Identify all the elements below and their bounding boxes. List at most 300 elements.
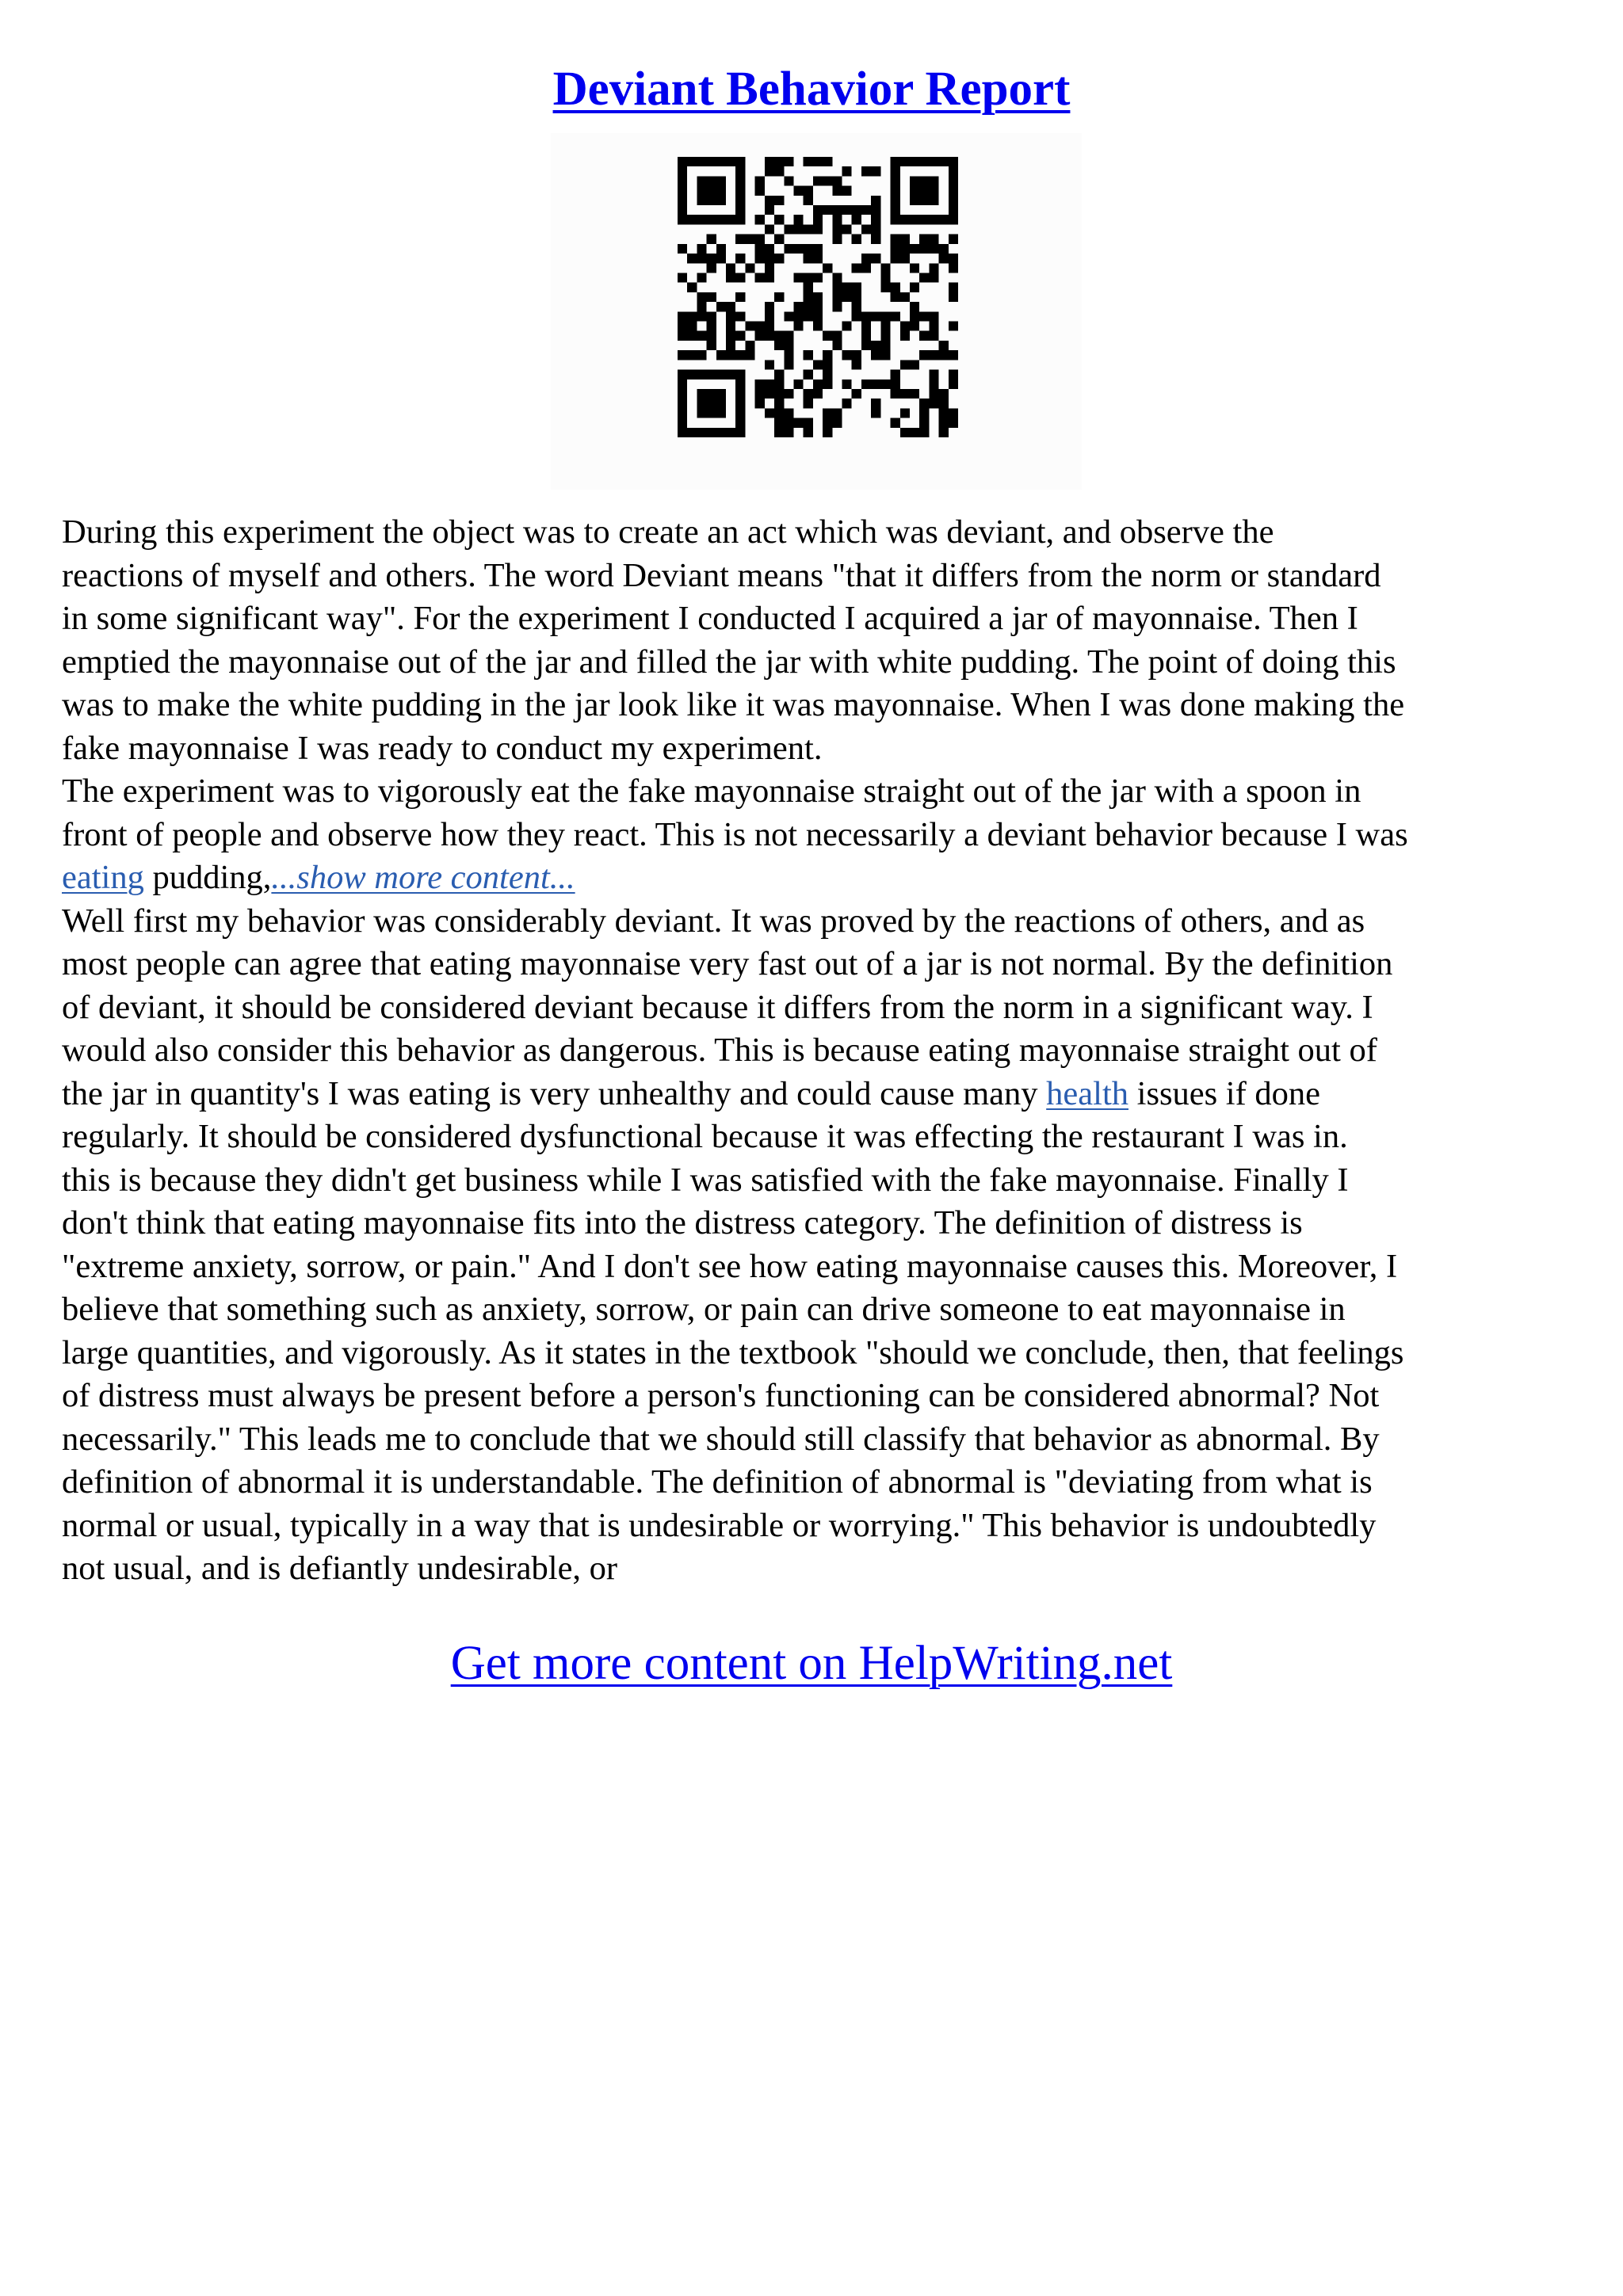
qr-module [949, 176, 958, 185]
paragraph-line: fake mayonnaise I was ready to conduct my experiment. [62, 729, 823, 767]
qr-module [823, 157, 832, 166]
qr-module [804, 350, 813, 360]
paragraph-line: large quantities, and vigorously. As it states in the textbook "should we conclude, then, that feelings [62, 1333, 1404, 1371]
qr-module [793, 322, 803, 331]
qr-module [891, 379, 900, 389]
qr-module [726, 331, 735, 341]
qr-module [707, 196, 716, 205]
qr-module [842, 205, 852, 215]
qr-module [949, 215, 958, 224]
qr-module [697, 350, 706, 360]
qr-module [813, 311, 823, 321]
qr-module [784, 224, 793, 234]
qr-module [929, 370, 938, 379]
qr-module [793, 418, 803, 428]
qr-module [900, 389, 910, 399]
qr-module [880, 322, 890, 331]
paragraph-3 [62, 900, 1568, 1591]
qr-module [678, 196, 687, 205]
qr-module [842, 292, 852, 302]
qr-module [891, 283, 900, 292]
qr-module [910, 302, 919, 311]
qr-module [919, 418, 929, 428]
qr-module [813, 254, 823, 263]
health-link[interactable]: health [1046, 1074, 1129, 1112]
qr-module [697, 273, 706, 282]
qr-module [697, 186, 706, 196]
qr-module [765, 263, 774, 273]
qr-module [765, 273, 774, 282]
qr-module [813, 302, 823, 311]
qr-module [697, 331, 706, 341]
qr-module [726, 157, 735, 166]
qr-module [832, 331, 842, 341]
qr-module [755, 235, 765, 244]
qr-module [678, 186, 687, 196]
qr-module [735, 399, 745, 408]
qr-module [745, 263, 754, 273]
qr-module [784, 341, 793, 350]
qr-module [949, 196, 958, 205]
qr-module [745, 235, 754, 244]
qr-module [784, 408, 793, 418]
qr-module [939, 389, 949, 399]
qr-module [871, 224, 880, 234]
qr-module [832, 418, 842, 428]
qr-module [765, 408, 774, 418]
qr-module [919, 235, 929, 244]
qr-module [861, 166, 871, 176]
qr-module [755, 273, 765, 282]
qr-module [929, 331, 938, 341]
qr-module [891, 196, 900, 205]
qr-module [919, 196, 929, 205]
qr-module [813, 215, 823, 224]
qr-module [832, 292, 842, 302]
qr-module [813, 224, 823, 234]
qr-module [774, 166, 784, 176]
qr-module [784, 331, 793, 341]
qr-module [910, 283, 919, 292]
qr-module [793, 215, 803, 224]
qr-module [852, 235, 861, 244]
qr-module [707, 157, 716, 166]
qr-module [832, 224, 842, 234]
qr-module [793, 379, 803, 389]
qr-module [774, 157, 784, 166]
qr-module [823, 350, 832, 360]
qr-module [832, 235, 842, 244]
paragraph-line: reactions of myself and others. The word Deviant means "that it differs from the norm or standard [62, 556, 1381, 594]
qr-module [678, 215, 687, 224]
qr-module [910, 186, 919, 196]
qr-module [832, 283, 842, 292]
get-more-content-link[interactable]: Get more content on HelpWriting.net [450, 1637, 1173, 1690]
qr-module [929, 350, 938, 360]
qr-module [949, 186, 958, 196]
qr-module [804, 224, 813, 234]
qr-module [678, 311, 687, 321]
qr-module [804, 196, 813, 205]
qr-module [939, 215, 949, 224]
qr-module [697, 176, 706, 185]
qr-module [880, 379, 890, 389]
qr-module [871, 379, 880, 389]
qr-module [793, 273, 803, 282]
qr-module [735, 254, 745, 263]
qr-module [678, 350, 687, 360]
qr-module [919, 157, 929, 166]
qr-module [842, 322, 852, 331]
qr-module [919, 244, 929, 254]
qr-module [726, 350, 735, 360]
qr-module [678, 205, 687, 215]
qr-module [910, 157, 919, 166]
qr-module [735, 428, 745, 437]
qr-module [852, 350, 861, 360]
paragraph-line: would also consider this behavior as dangerous. This is because eating mayonnaise straight out of [62, 1032, 1377, 1069]
qr-module [735, 331, 745, 341]
qr-module [774, 215, 784, 224]
qr-module [949, 418, 958, 428]
qr-module [697, 408, 706, 418]
qr-module [861, 224, 871, 234]
qr-module [697, 389, 706, 399]
qr-module [735, 157, 745, 166]
qr-module [919, 311, 929, 321]
qr-module [735, 379, 745, 389]
qr-module [891, 176, 900, 185]
qr-module [871, 254, 880, 263]
qr-module [804, 311, 813, 321]
qr-module [716, 244, 726, 254]
qr-module [697, 311, 706, 321]
qr-module [910, 428, 919, 437]
qr-module [774, 292, 784, 302]
qr-module [716, 254, 726, 263]
qr-module [880, 350, 890, 360]
qr-module [900, 322, 910, 331]
paragraph-line: "extreme anxiety, sorrow, or pain." And I don't see how eating mayonnaise causes this. Moreover, I [62, 1247, 1398, 1285]
qr-module [707, 341, 716, 350]
paragraph-line-with-links [62, 856, 1568, 900]
qr-module [726, 302, 735, 311]
qr-module [949, 292, 958, 302]
qr-module [793, 311, 803, 321]
qr-module [919, 428, 929, 437]
qr-module [697, 428, 706, 437]
paragraph-line: normal or usual, typically in a way that is undesirable or worrying." This behavior is undoubtedly [62, 1506, 1377, 1544]
qr-module [765, 331, 774, 341]
qr-module [765, 302, 774, 311]
qr-module [823, 418, 832, 428]
qr-module [813, 360, 823, 369]
paragraph-line: of deviant, it should be considered deviant because it differs from the norm in a significant way. I [62, 988, 1373, 1026]
paragraph-line: emptied the mayonnaise out of the jar and filled the jar with white pudding. The point of doing this [62, 643, 1396, 681]
qr-module [949, 408, 958, 418]
qr-module [784, 157, 793, 166]
qr-module [755, 379, 765, 389]
document-title [0, 57, 1623, 122]
qr-module [804, 157, 813, 166]
qr-module [678, 399, 687, 408]
qr-module [707, 263, 716, 273]
qr-module [823, 408, 832, 418]
qr-module [823, 379, 832, 389]
qr-module [813, 292, 823, 302]
qr-module [861, 341, 871, 350]
paragraph-text: the jar in quantity's I was eating is very unhealthy and could cause many [62, 1074, 1047, 1112]
qr-module [842, 350, 852, 360]
qr-module [832, 186, 842, 196]
qr-module [871, 166, 880, 176]
paragraph-line: was to make the white pudding in the jar look like it was mayonnaise. When I was done making the [62, 686, 1405, 723]
qr-module [707, 215, 716, 224]
qr-module [891, 311, 900, 321]
qr-module [678, 273, 687, 282]
qr-module [949, 322, 958, 331]
qr-module [832, 408, 842, 418]
qr-module [765, 322, 774, 331]
qr-module [852, 215, 861, 224]
qr-module [755, 215, 765, 224]
qr-module [707, 292, 716, 302]
qr-module [804, 186, 813, 196]
qr-module [726, 428, 735, 437]
qr-module [891, 254, 900, 263]
qr-module [784, 360, 793, 369]
qr-module [716, 350, 726, 360]
qr-module [678, 331, 687, 341]
qr-module [804, 283, 813, 292]
qr-module [707, 399, 716, 408]
qr-module [842, 166, 852, 176]
qr-module [949, 157, 958, 166]
qr-module [716, 186, 726, 196]
qr-module [939, 408, 949, 418]
qr-module [774, 379, 784, 389]
qr-module [774, 389, 784, 399]
qr-module [891, 389, 900, 399]
paragraph-line: of distress must always be present before a person's functioning can be considered abnormal? Not [62, 1377, 1380, 1414]
qr-module [726, 341, 735, 350]
qr-module [687, 322, 697, 331]
qr-module [871, 235, 880, 244]
qr-module [910, 311, 919, 321]
qr-module [774, 235, 784, 244]
qr-module [852, 263, 861, 273]
qr-module [707, 322, 716, 331]
qr-module [755, 322, 765, 331]
qr-code-panel [551, 133, 1082, 490]
qr-module [707, 235, 716, 244]
qr-module [707, 186, 716, 196]
qr-module [726, 370, 735, 379]
qr-module [793, 302, 803, 311]
qr-module [919, 186, 929, 196]
qr-module [774, 399, 784, 408]
qr-module [716, 428, 726, 437]
paragraph-line: in some significant way". For the experiment I conducted I acquired a jar of mayonnaise. Then I [62, 600, 1358, 637]
eating-link[interactable]: eating [62, 859, 144, 896]
qr-module [823, 370, 832, 379]
qr-module [678, 389, 687, 399]
qr-module [804, 302, 813, 311]
qr-module [774, 331, 784, 341]
qr-module [939, 254, 949, 263]
qr-module [880, 283, 890, 292]
paragraph-line: The experiment was to vigorously eat the fake mayonnaise straight out of the jar with a spoon in [62, 772, 1361, 810]
qr-module [755, 254, 765, 263]
qr-module [697, 399, 706, 408]
qr-module [678, 322, 687, 331]
title-link[interactable]: Deviant Behavior Report [552, 63, 1071, 116]
qr-module [716, 196, 726, 205]
qr-module [793, 244, 803, 254]
qr-module [813, 176, 823, 185]
qr-module [735, 370, 745, 379]
qr-module [726, 311, 735, 321]
qr-module [726, 215, 735, 224]
qr-module [939, 418, 949, 428]
qr-module [678, 370, 687, 379]
qr-module [823, 331, 832, 341]
qr-module [735, 408, 745, 418]
qr-module [735, 418, 745, 428]
qr-module [929, 244, 938, 254]
paragraph-text: pudding, [143, 859, 272, 896]
qr-module [707, 408, 716, 418]
qr-module [687, 370, 697, 379]
paragraph-line: During this experiment the object was to create an act which was deviant, and observe the [62, 513, 1274, 551]
qr-module [716, 215, 726, 224]
qr-module [804, 418, 813, 428]
qr-module [832, 215, 842, 224]
qr-module [755, 389, 765, 399]
qr-module [861, 379, 871, 389]
qr-module [919, 408, 929, 418]
paragraph-1 [62, 511, 1568, 770]
qr-module [929, 399, 938, 408]
qr-module [823, 360, 832, 369]
qr-module [929, 311, 938, 321]
qr-module [813, 205, 823, 215]
qr-module [765, 254, 774, 263]
qr-module [784, 389, 793, 399]
qr-module [919, 273, 929, 282]
qr-module [697, 292, 706, 302]
qr-module [852, 360, 861, 369]
qr-module [813, 379, 823, 389]
qr-module [891, 166, 900, 176]
qr-module [765, 379, 774, 389]
qr-module [929, 379, 938, 389]
qr-module [707, 176, 716, 185]
qr-module [900, 254, 910, 263]
qr-module [891, 418, 900, 428]
qr-module [900, 360, 910, 369]
paragraph-2 [62, 770, 1568, 900]
qr-module [678, 418, 687, 428]
qr-module [716, 302, 726, 311]
qr-module [871, 341, 880, 350]
qr-module [774, 196, 784, 205]
qr-module [678, 428, 687, 437]
qr-module [774, 370, 784, 379]
qr-code-icon [678, 157, 958, 437]
show-more-link[interactable]: ...show more content... [271, 859, 575, 896]
qr-module [804, 399, 813, 408]
qr-module [929, 389, 938, 399]
qr-module [813, 322, 823, 331]
qr-module [697, 157, 706, 166]
paragraph-line: most people can agree that eating mayonnaise very fast out of a jar is not normal. By the definition [62, 945, 1393, 982]
qr-module [774, 418, 784, 428]
qr-module [910, 215, 919, 224]
qr-module [861, 331, 871, 341]
paragraph-line: Well first my behavior was considerably deviant. It was proved by the reactions of others, and as [62, 902, 1365, 940]
qr-module [823, 263, 832, 273]
qr-module [880, 263, 890, 273]
qr-module [900, 292, 910, 302]
qr-module [716, 408, 726, 418]
qr-module [891, 370, 900, 379]
qr-module [784, 176, 793, 185]
qr-module [784, 350, 793, 360]
qr-module [707, 370, 716, 379]
qr-module [793, 186, 803, 196]
qr-module [852, 205, 861, 215]
qr-module [716, 399, 726, 408]
qr-module [891, 292, 900, 302]
qr-module [880, 341, 890, 350]
qr-module [832, 176, 842, 185]
qr-module [687, 350, 697, 360]
qr-module [716, 176, 726, 185]
qr-module [871, 399, 880, 408]
qr-module [871, 350, 880, 360]
qr-module [929, 157, 938, 166]
qr-module [939, 157, 949, 166]
qr-module [919, 331, 929, 341]
qr-module [949, 283, 958, 292]
qr-module [900, 244, 910, 254]
qr-module [707, 389, 716, 399]
qr-module [726, 322, 735, 331]
qr-module [687, 283, 697, 292]
qr-module [765, 311, 774, 321]
qr-module [813, 244, 823, 254]
qr-module [823, 428, 832, 437]
qr-module [735, 350, 745, 360]
qr-module [832, 302, 842, 311]
paragraph-text: issues if done [1128, 1074, 1321, 1112]
qr-module [735, 176, 745, 185]
qr-module [929, 273, 938, 282]
qr-module [707, 428, 716, 437]
qr-module [910, 176, 919, 185]
qr-module [735, 166, 745, 176]
qr-module [939, 428, 949, 437]
qr-module [929, 263, 938, 273]
qr-module [910, 360, 919, 369]
qr-module [687, 428, 697, 437]
qr-module [804, 370, 813, 379]
qr-module [939, 341, 949, 350]
qr-module [774, 341, 784, 350]
qr-module [765, 166, 774, 176]
qr-module [949, 379, 958, 389]
